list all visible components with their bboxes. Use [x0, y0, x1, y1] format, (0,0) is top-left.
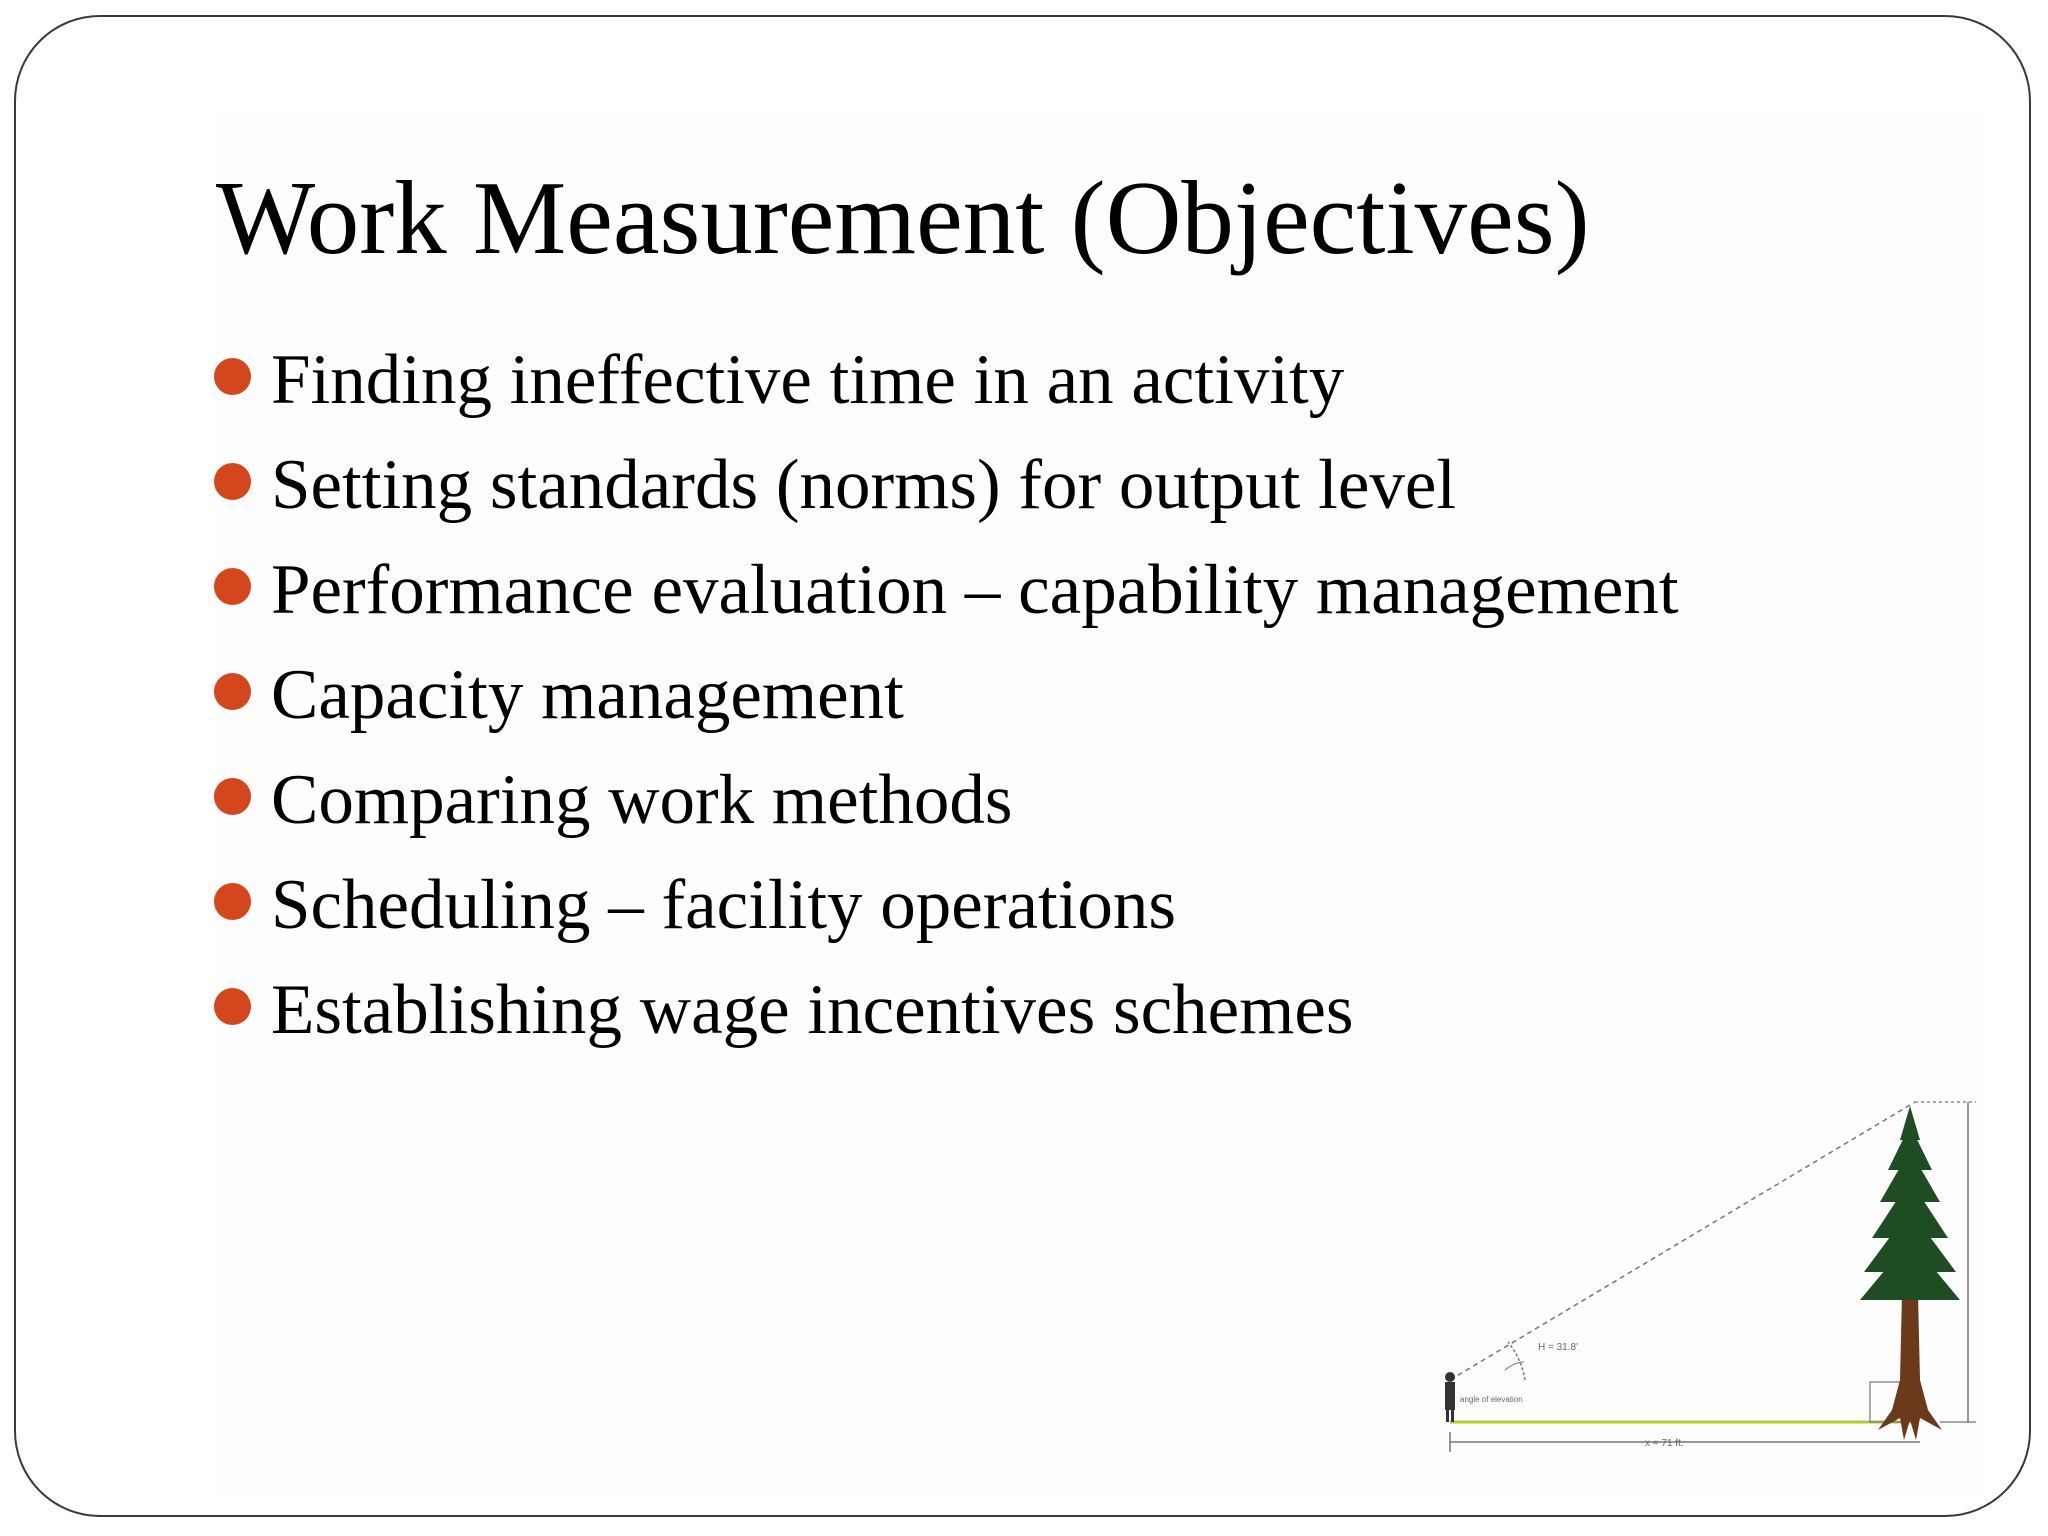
- angle-label: angle of elevation: [1460, 1395, 1523, 1404]
- bullet-text: Finding ineffective time in an activity: [271, 341, 1345, 419]
- list-item: [214, 551, 1679, 660]
- bullet-dot-icon: [214, 568, 251, 605]
- bullet-text: Comparing work methods: [271, 761, 1013, 839]
- list-item: [214, 971, 1679, 1080]
- angle-arc: [1508, 1342, 1525, 1380]
- sight-line: [1450, 1102, 1915, 1380]
- list-item: [214, 866, 1679, 975]
- list-item: [214, 656, 1679, 765]
- list-item: [214, 761, 1679, 870]
- tree-measurement-illustration: [1420, 1080, 1980, 1480]
- bullet-text: Performance evaluation – capability management: [271, 551, 1679, 629]
- list-item: [214, 341, 1679, 450]
- bullet-dot-icon: [214, 988, 251, 1025]
- slide-title: Work Measurement (Objectives): [216, 159, 1590, 276]
- list-item: [214, 446, 1679, 555]
- bullet-dot-icon: [214, 463, 251, 500]
- bullet-text: Scheduling – facility operations: [271, 866, 1177, 944]
- bullet-dot-icon: [214, 778, 251, 815]
- bullet-text: Setting standards (norms) for output level: [271, 446, 1457, 524]
- bullet-list: [214, 341, 1679, 1080]
- distance-label: x = 71 ft.: [1645, 1438, 1684, 1449]
- height-label: H = 31.8': [1538, 1342, 1578, 1353]
- tree-foliage: [1860, 1106, 1960, 1300]
- bullet-dot-icon: [214, 883, 251, 920]
- bullet-text: Capacity management: [271, 656, 904, 734]
- bullet-dot-icon: [214, 358, 251, 395]
- bullet-text: Establishing wage incentives schemes: [271, 971, 1354, 1049]
- observer-figure: [1445, 1372, 1455, 1422]
- bullet-dot-icon: [214, 673, 251, 710]
